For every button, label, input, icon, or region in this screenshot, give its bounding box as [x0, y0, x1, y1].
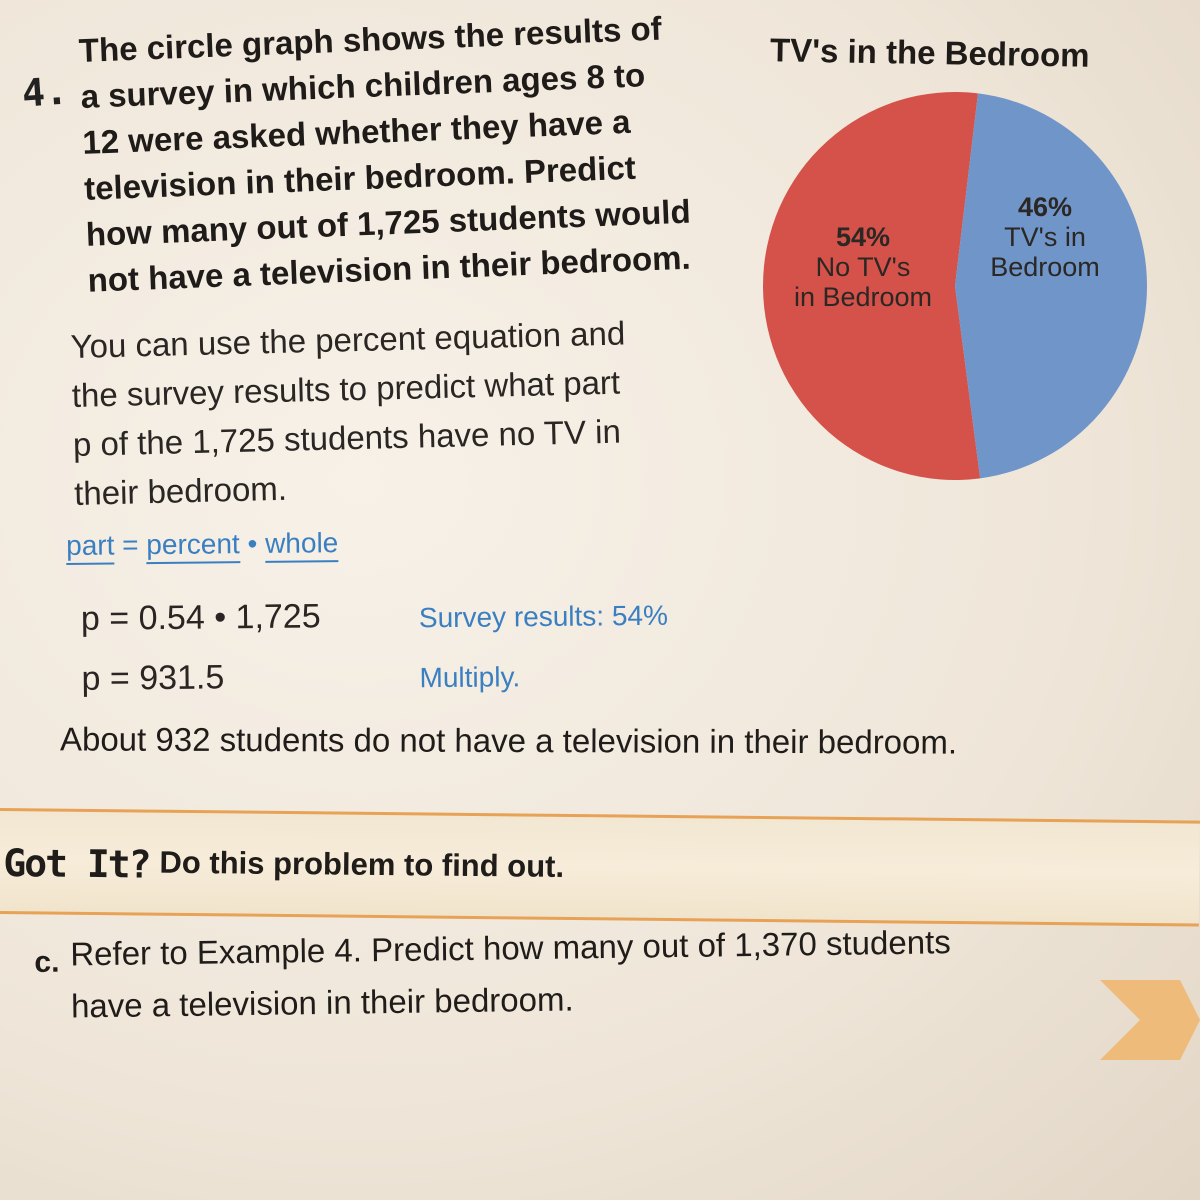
equation-note-1: Survey results: 54%	[418, 599, 669, 634]
exercise-label: c.	[34, 945, 60, 979]
pie-slice	[955, 93, 1147, 478]
word-dot: •	[247, 527, 258, 560]
explanation-line: their bedroom.	[73, 469, 288, 512]
explanation-line: You can use the percent equation and	[70, 314, 626, 365]
prompt-line: not have a television in their bedroom.	[86, 238, 692, 299]
equation-row	[67, 650, 1068, 720]
exercise-line: Refer to Example 4. Predict how many out of 1,370 students	[70, 923, 951, 973]
got-it-text: Do this problem to find out.	[159, 844, 565, 884]
decorative-arrow-icon	[1060, 960, 1200, 1080]
chart-title: TV's in the Bedroom	[769, 31, 1090, 74]
equation-note-2: Multiply.	[419, 661, 521, 694]
equation-step-1: p = 0.54 • 1,725	[80, 597, 321, 638]
prompt-line: television in their bedroom. Predict	[83, 148, 637, 207]
got-it-band	[0, 808, 1200, 927]
word-part: part	[66, 529, 115, 565]
got-it-logo: Got It?	[3, 841, 150, 887]
explanation-line: p of the 1,725 students have no TV in	[72, 412, 622, 463]
prompt-line: how many out of 1,725 students would	[85, 192, 692, 253]
pie-chart	[755, 86, 1155, 486]
conclusion: About 932 students do not have a television in their bedroom.	[59, 720, 958, 761]
pie-slice-label: 54% No TV's in Bedroom	[793, 222, 933, 312]
explanation	[70, 307, 695, 518]
equation-step-2: p = 931.5	[81, 658, 225, 698]
exercise-line: have a television in their bedroom.	[70, 980, 574, 1025]
explanation-line: the survey results to predict what part	[71, 363, 621, 414]
prompt-line: 12 were asked whether they have a	[81, 102, 632, 161]
word-whole: whole	[265, 527, 339, 563]
problem-number: 4.	[20, 68, 70, 116]
problem-prompt	[78, 3, 728, 303]
equation-block	[66, 520, 1068, 720]
word-equation	[66, 520, 1067, 600]
word-equals: =	[122, 529, 139, 561]
prompt-line: The circle graph shows the results of	[78, 9, 663, 69]
pie-slice-label: 46% TV's in Bedroom	[990, 192, 1100, 282]
word-percent: percent	[146, 528, 240, 564]
equation-row	[67, 590, 1068, 660]
prompt-line: a survey in which children ages 8 to	[79, 56, 646, 115]
